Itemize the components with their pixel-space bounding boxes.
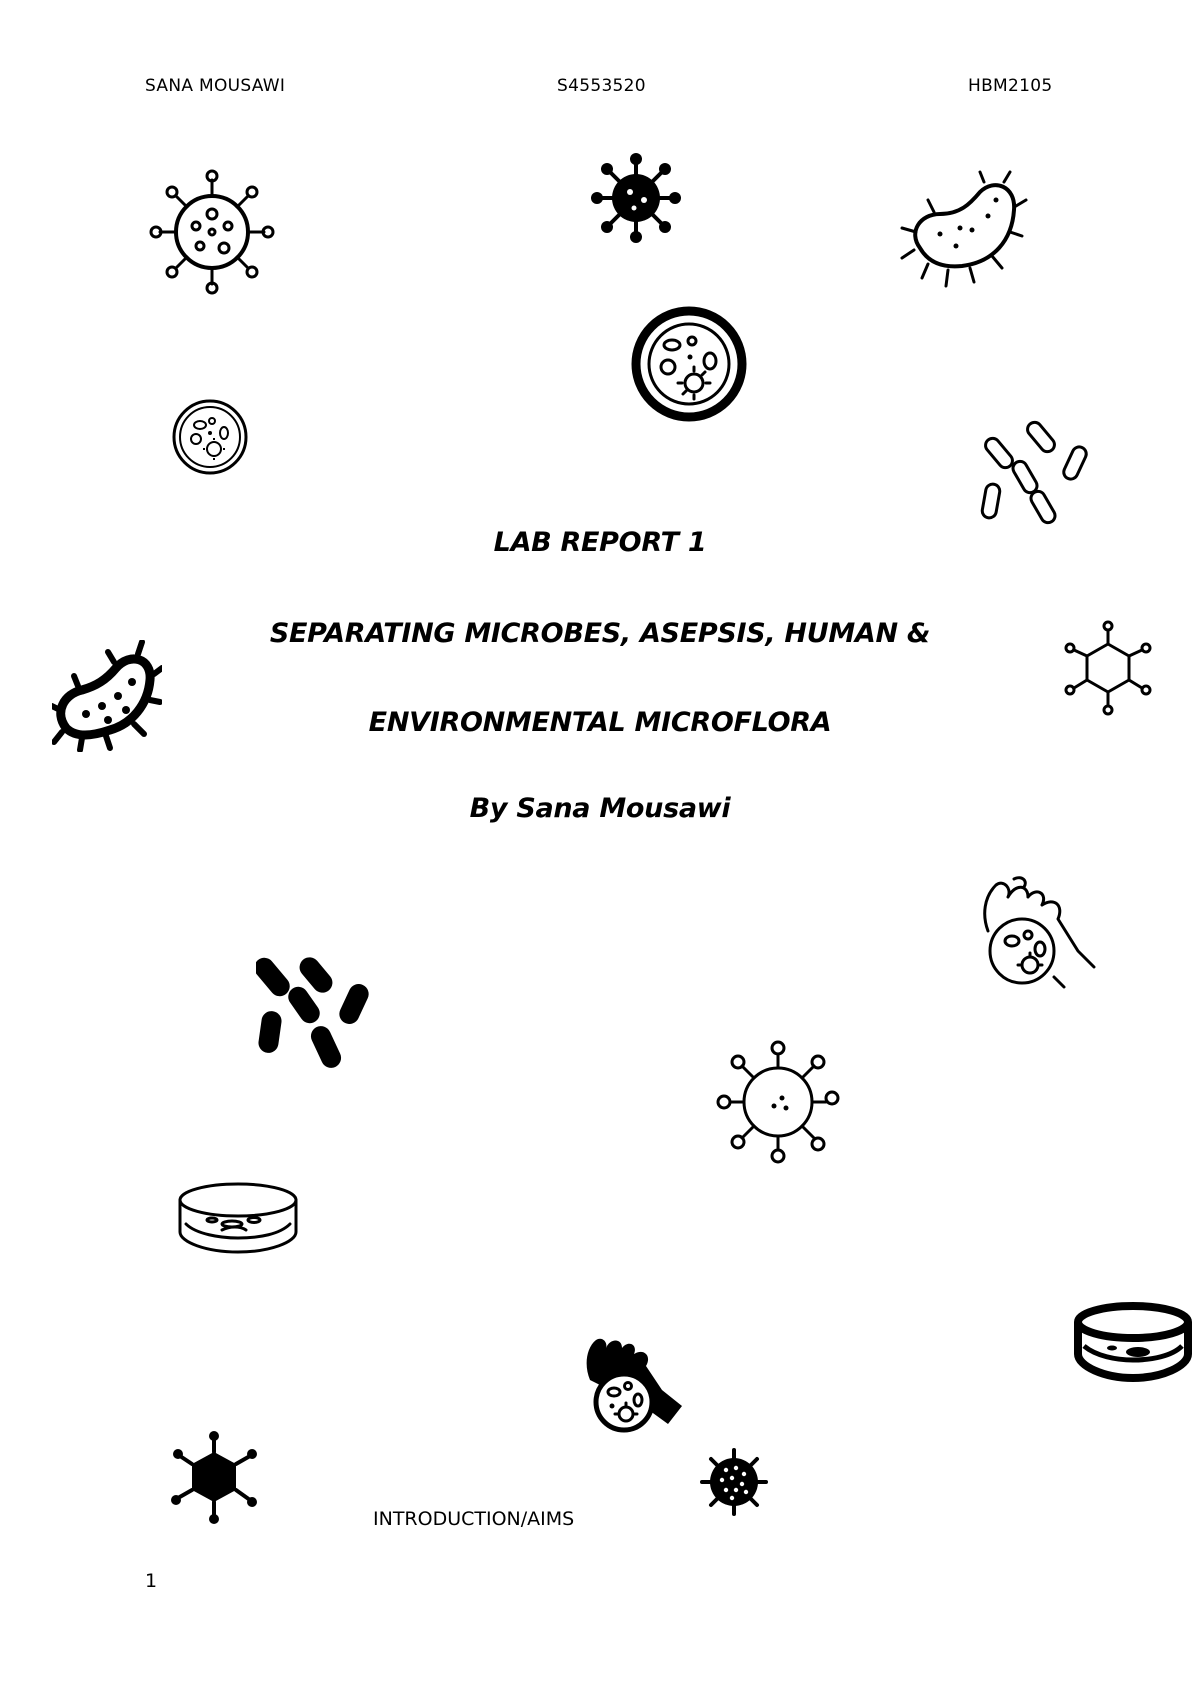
- page-number: 1: [145, 1570, 158, 1592]
- header-course-code: HBM2105: [968, 76, 1053, 96]
- header-student-id: S4553520: [557, 76, 646, 96]
- coronavirus-solid-icon: [698, 1446, 770, 1518]
- petri-dish-side-icon: [176, 1180, 300, 1264]
- hand-petri-dish-outline-icon: [978, 875, 1098, 995]
- petri-dish-side-bold-icon: [1072, 1300, 1194, 1386]
- petri-dish-top-bold-icon: [630, 305, 748, 423]
- hand-petri-dish-solid-icon: [584, 1332, 684, 1436]
- header-name: SANA MOUSAWI: [145, 76, 286, 96]
- author-byline: By Sana Mousawi: [469, 793, 731, 824]
- virus-outline-icon: [148, 168, 276, 296]
- report-subtitle-line-2: ENVIRONMENTAL MICROFLORA: [368, 707, 832, 738]
- section-heading: INTRODUCTION/AIMS: [373, 1508, 575, 1530]
- virus-solid-icon: [590, 152, 682, 244]
- hexagon-virus-icon: [1058, 618, 1158, 718]
- virus-balloon-icon: [716, 1040, 840, 1164]
- hexagon-virus-solid-icon: [166, 1430, 262, 1526]
- report-title: LAB REPORT 1: [493, 527, 707, 558]
- report-subtitle-line-1: SEPARATING MICROBES, ASEPSIS, HUMAN &: [269, 618, 931, 649]
- bacilli-outline-icon: [978, 418, 1098, 536]
- bacilli-solid-icon: [256, 955, 376, 1075]
- bacterium-outline-icon: [898, 170, 1028, 300]
- petri-dish-top-icon: [170, 397, 250, 477]
- bacterium-spiky-icon: [52, 640, 162, 752]
